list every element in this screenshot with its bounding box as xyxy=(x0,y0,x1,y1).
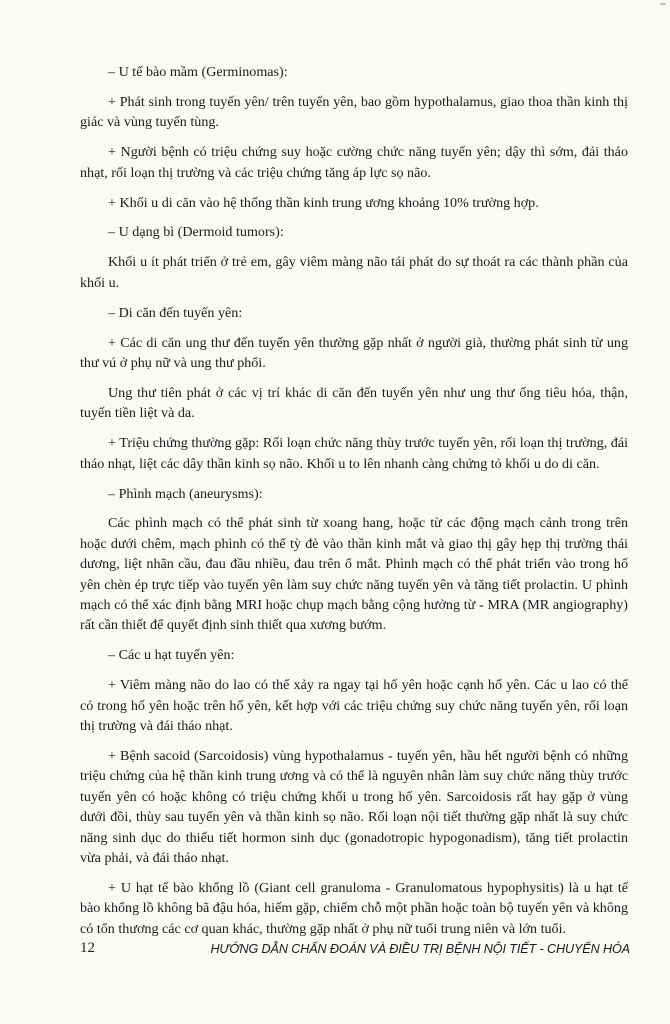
paragraph-metastasis-primary: Ung thư tiên phát ở các vị trí khác di căn đến tuyến yên như ung thư ống tiêu hóa, thận, tuyến tiền liệt và da. xyxy=(80,384,628,422)
body-text xyxy=(80,62,628,949)
paragraph-dermoid-heading: – U dạng bì (Dermoid tumors): xyxy=(108,224,284,241)
paragraph-sarcoidosis: + Bệnh sacoid (Sarcoidosis) vùng hypothalamus - tuyến yên, hầu hết người bệnh có những triệu chứng của hệ thần kinh trung ương và có thể là nguyên nhân làm suy chức năng thùy trước tuyến yên có hoặc không có triệu chứng khối u trong hố yên. Sarcoidosis rất hay gặp ở vùng dưới đồi, thùy sau tuyến yên và thần kinh sọ não. Rối loạn nội tiết thường gặp nhất là suy chức năng sinh dục do thiếu tiết hormon sinh dục (gonadotropic hypogonadism), tăng tiết prolactin vừa phải, và đái tháo nhạt. xyxy=(80,747,628,866)
paragraph-germinomas-symptoms: + Người bệnh có triệu chứng suy hoặc cường chức năng tuyến yên; dậy thì sớm, đái tháo nhạt, rối loạn thị trường và các triệu chứng tăng áp lực sọ não. xyxy=(80,144,628,181)
paragraph-metastasis-symptoms: + Triệu chứng thường gặp: Rối loạn chức năng thùy trước tuyến yên, rối loạn thị trường, đái tháo nhạt, liệt các dây thần kinh sọ não. Khối u to lên nhanh càng chứng tỏ khối u do di căn. xyxy=(80,435,628,472)
paragraph-granuloma-heading: – Các u hạt tuyến yên: xyxy=(108,647,235,664)
paragraph-metastasis-common: + Các di căn ung thư đến tuyến yên thường gặp nhất ở người già, thường phát sinh từ ung thư vú ở phụ nữ và ung thư phổi. xyxy=(80,334,628,371)
paragraph-germinomas-metastasis: + Khối u di căn vào hệ thống thần kinh trung ương khoảng 10% trường hợp. xyxy=(108,194,539,211)
paragraph-aneurysms-heading: – Phình mạch (aneurysms): xyxy=(108,485,263,502)
running-book-title: HƯỚNG DẪN CHẨN ĐOÁN VÀ ĐIỀU TRỊ BỆNH NỘI TIẾT - CHUYỂN HÓA xyxy=(210,942,630,956)
page-number: 12 xyxy=(80,940,95,956)
page-footer xyxy=(80,940,630,964)
paragraph-aneurysms-body: Các phình mạch có thể phát sinh từ xoang hang, hoặc từ các động mạch cảnh trong trên hoặc dưới chêm, mạch phình có thể tỳ đè vào thần kinh mắt và giao thị gây hẹp thị trường thái dương, liệt nhãn cầu, đau đầu nhiều, đau trên ổ mắt. Phình mạch có thể phát triển vào trong hố yên chèn ép trực tiếp vào tuyến yên làm suy chức năng tuyến yên và tăng tiết prolactin. U phình mạch có thể xác định bằng MRI hoặc chụp mạch bằng cộng hưởng từ - MRA (MR angiography) rất cần thiết để quyết định sinh thiết qua xương bướm. xyxy=(80,515,628,634)
paragraph-giant-cell-granuloma: + U hạt tế bào khổng lồ (Giant cell granuloma - Granulomatous hypophysitis) là u hạt tế bào khổng lồ không bã đậu hóa, hiếm gặp, chiếm chỗ một phần hoặc toàn bộ tuyến yên và không có tổn thương các cơ quan khác, thường gặp nhất ở phụ nữ tuổi trung niên và lớn tuổi. xyxy=(80,879,628,937)
paragraph-metastasis-heading: – Di căn đến tuyến yên: xyxy=(108,304,243,321)
paragraph-germinomas-origin: + Phát sinh trong tuyến yên/ trên tuyến yên, bao gồm hypothalamus, giao thoa thần kinh thị giác và vùng tuyến tùng. xyxy=(80,93,628,131)
paragraph-dermoid-body: Khối u ít phát triển ở trẻ em, gây viêm màng não tái phát do sự thoát ra các thành phần của khối u. xyxy=(80,254,628,291)
paragraph-tuberculosis: + Viêm màng não do lao có thể xảy ra ngay tại hố yên hoặc cạnh hố yên. Các u lao có thể có trong hố yên hoặc trên hố yên, kết hợp với các triệu chứng suy chức năng tuyến yên, rối loạn thị trường và đái tháo nhạt. xyxy=(80,677,628,735)
scan-edge-mark xyxy=(660,3,666,5)
paragraph-germinomas-heading: – U tế bào mầm (Germinomas): xyxy=(108,64,288,80)
